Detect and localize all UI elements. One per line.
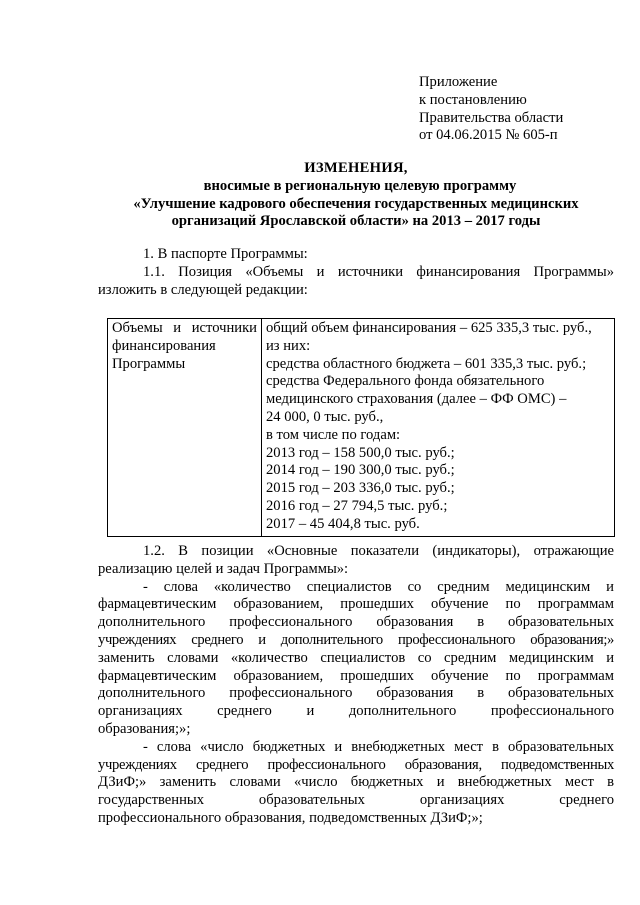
cell-line: финансирования [112,337,216,354]
paragraph-line: профессионального образования, подведомственных ДЗиФ;»; [98,809,483,826]
financing-table [107,318,615,537]
title-line: вносимые в региональную целевую программу [203,177,517,194]
paragraph-line: реализацию целей и задач Программы»: [98,560,349,577]
cell-line: средства областного бюджета – 601 335,3 тыс. руб.; [266,355,587,372]
paragraph-line: государственных образовательных организациях среднего [98,792,614,809]
paragraph-line: дополнительного профессионального образования в образовательных [98,685,614,702]
paragraph-line: заменить словами «количество специалистов со средним медицинским и [98,649,614,666]
paragraph-line: 1.2. В позиции «Основные показатели (индикаторы), отражающие [143,543,614,559]
paragraph-line: ДЗиФ;» заменить словами «число бюджетных и внебюджетных мест в [98,774,614,791]
cell-line: 2016 год – 27 794,5 тыс. руб.; [266,497,448,514]
cell-line: из них: [266,337,311,354]
cell-line: медицинского страхования (далее – ФФ ОМС) – [266,391,567,408]
cell-line: 2015 год – 203 336,0 тыс. руб.; [266,480,455,497]
appendix-line: Правительства области [419,109,564,126]
cell-line: Объемы и источники [112,320,257,336]
paragraph-line: дополнительного профессионального образования в образовательных [98,614,614,631]
cell-line: общий объем финансирования – 625 335,3 тыс. руб., [266,320,592,336]
title-line: «Улучшение кадрового обеспечения государственных медицинских [133,195,579,212]
paragraph-line: изложить в следующей редакции: [98,281,308,298]
appendix-line: к постановлению [419,91,527,108]
title-line: организаций Ярославской области» на 2013 – 2017 годы [171,213,541,230]
table-row [108,319,615,537]
section-heading: 1. В паспорте Программы: [143,246,308,262]
cell-line: Программы [112,355,186,372]
paragraph-line: - слова «число бюджетных и внебюджетных мест в образовательных [143,738,614,755]
title-line: ИЗМЕНЕНИЯ, [304,160,408,176]
paragraph-line: образования;»; [98,720,191,737]
paragraph-line: - слова «количество специалистов со средним медицинским и [143,578,614,595]
paragraph-line: фармацевтическим образованием, прошедших обучение по программам [98,667,614,684]
paragraph-line: организациях среднего и дополнительного профессионального [98,703,614,720]
section-1-2 [98,543,614,828]
table-cell-label [108,319,262,537]
paragraph-line: учреждениях среднего профессионального образования, подведомственных [98,756,614,773]
section-1 [98,246,614,299]
appendix-note [419,74,619,145]
cell-line: 2014 год – 190 300,0 тыс. руб.; [266,462,455,479]
cell-line: 2017 – 45 404,8 тыс. руб. [266,515,420,532]
document-title [98,160,614,231]
appendix-line: от 04.06.2015 № 605-п [419,127,558,144]
cell-line: 2013 год – 158 500,0 тыс. руб.; [266,444,455,461]
paragraph-line: 1.1. Позиция «Объемы и источники финансирования Программы» [143,263,614,280]
paragraph-line: фармацевтическим образованием, прошедших обучение по программам [98,596,614,613]
paragraph-line: учреждениях среднего и дополнительного профессионального образования;» [98,631,614,648]
cell-line: 24 000, 0 тыс. руб., [266,408,384,425]
appendix-line: Приложение [419,74,498,90]
cell-line: средства Федерального фонда обязательного [266,373,545,390]
cell-line: в том числе по годам: [266,426,401,443]
table-cell-value [262,319,615,537]
